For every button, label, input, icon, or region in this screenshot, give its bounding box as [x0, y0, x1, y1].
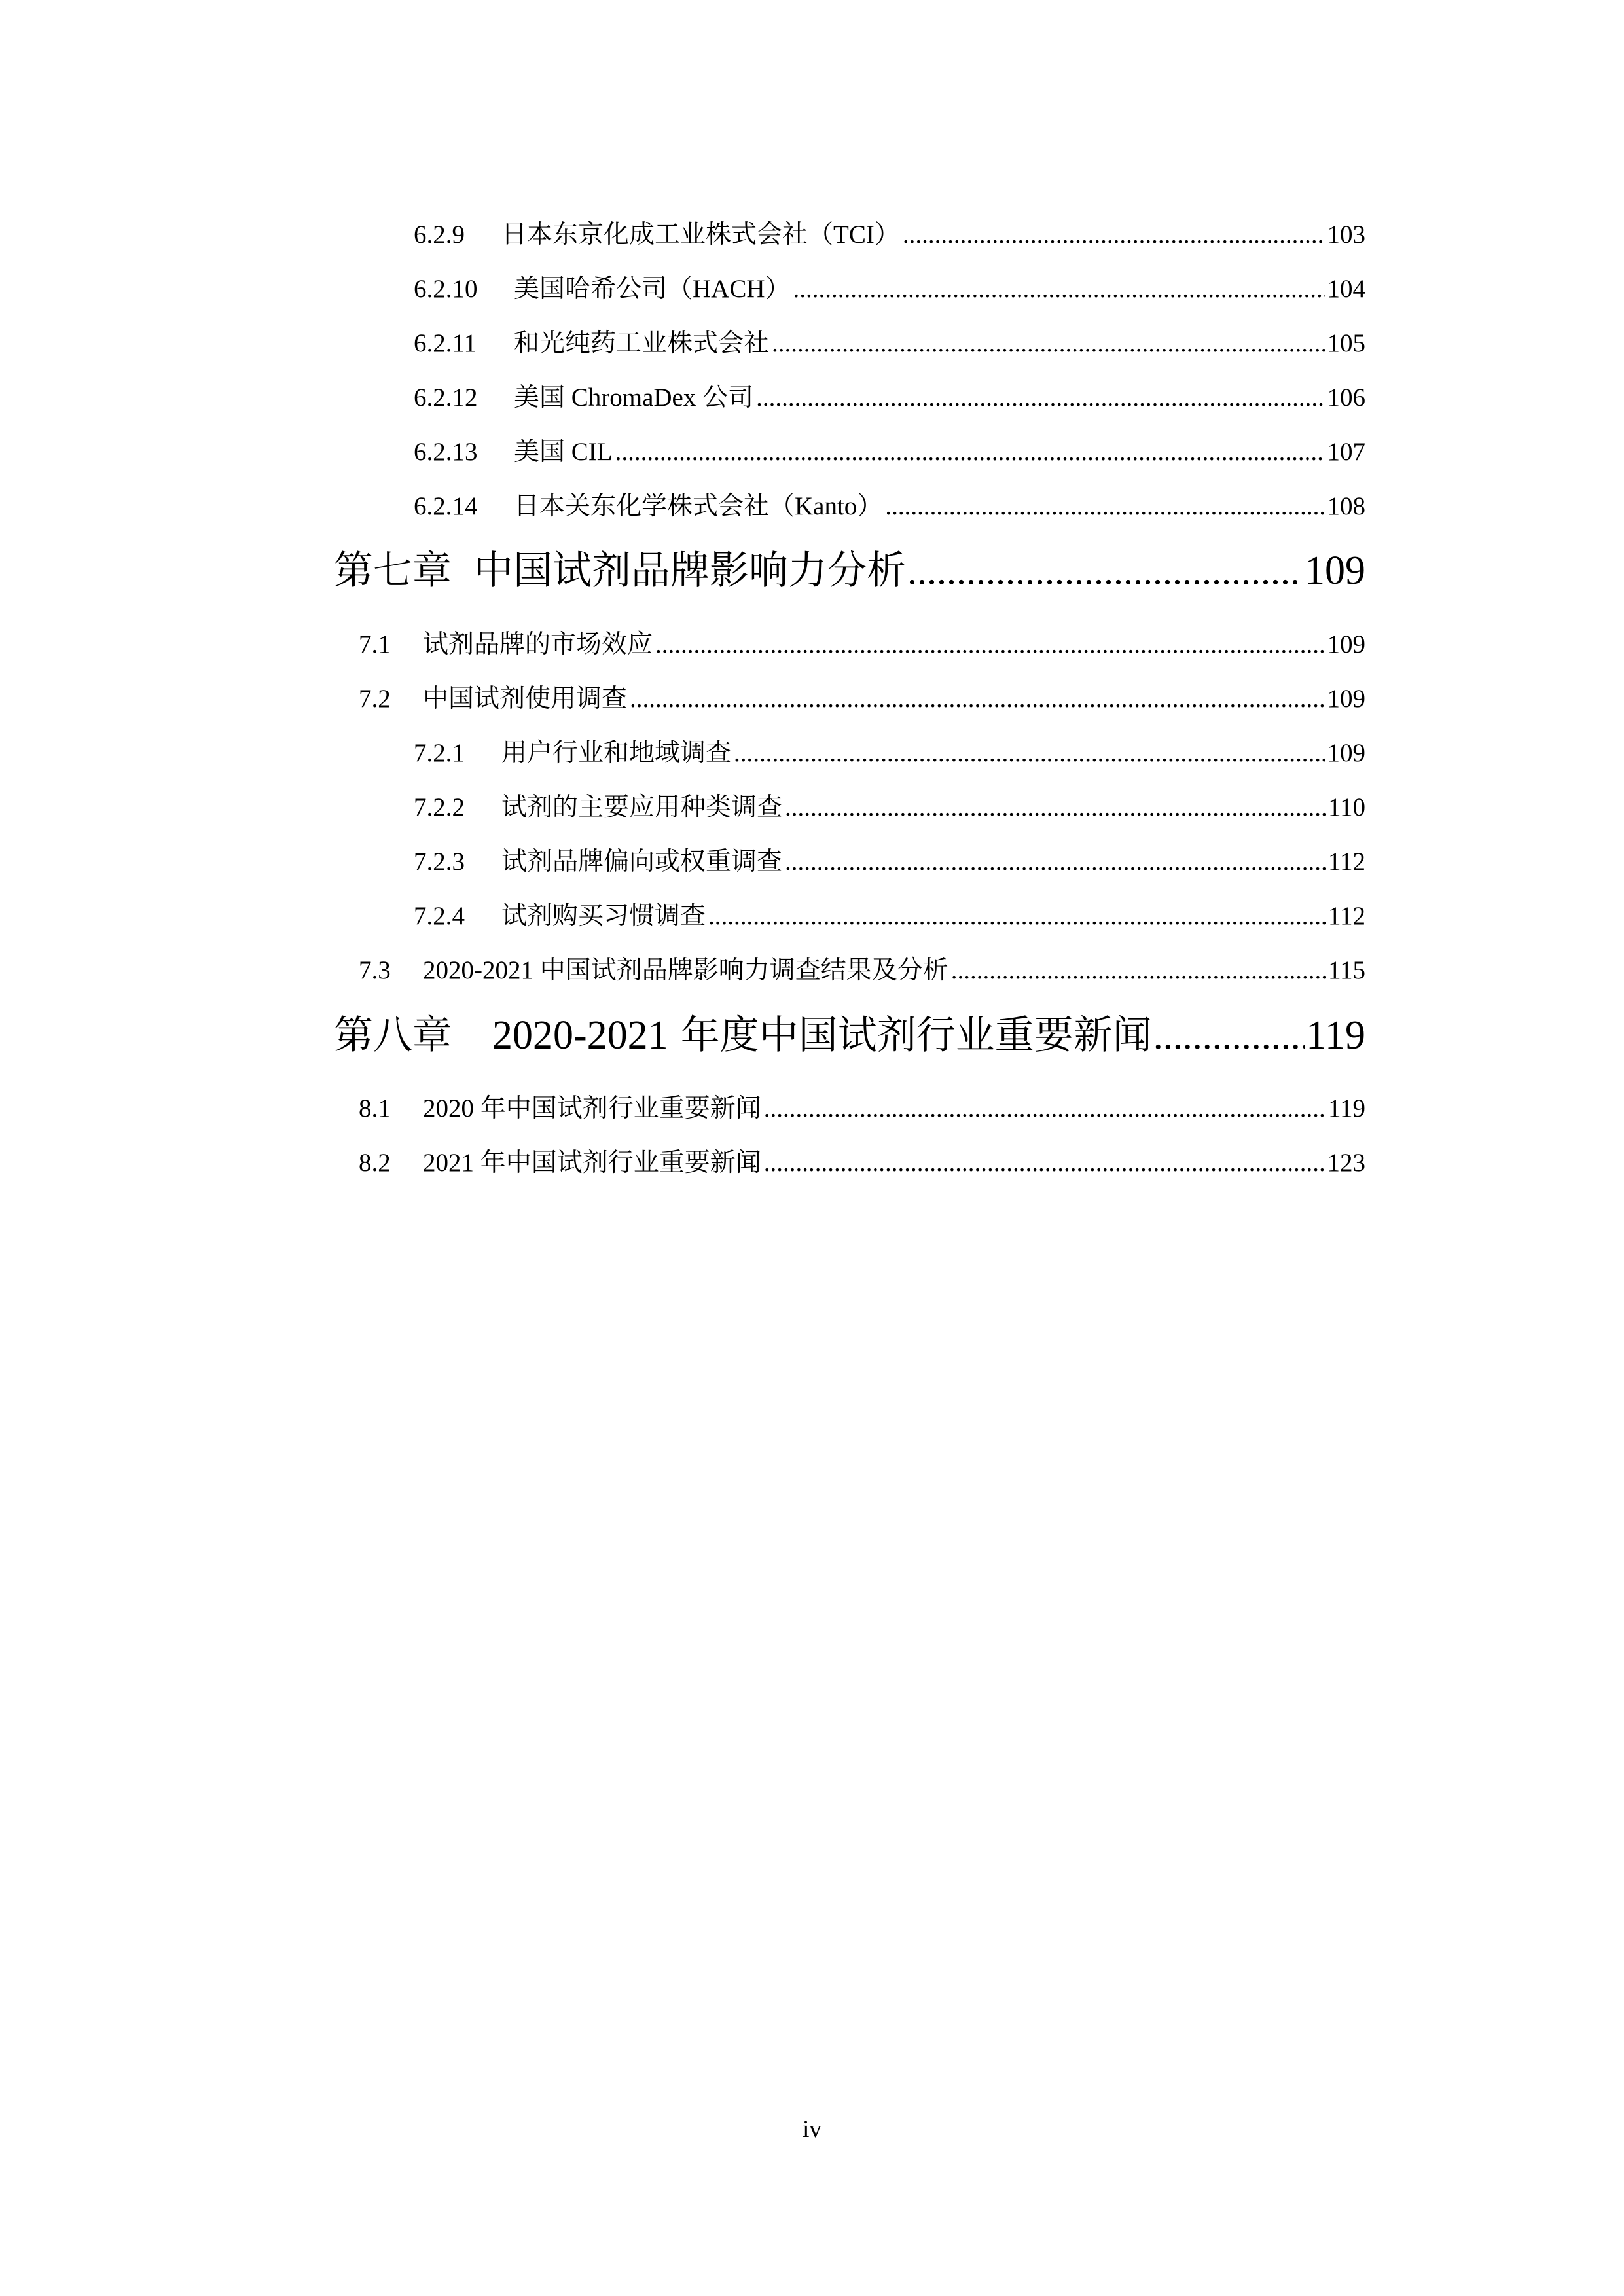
toc-entry-number: 6.2.13: [414, 438, 478, 466]
toc-entry-title: 用户行业和地域调查: [501, 739, 732, 767]
dot-leader: [772, 329, 1324, 358]
toc-entry-number: 6.2.14: [414, 492, 478, 520]
toc-chapter-7[interactable]: [334, 539, 1365, 592]
toc-chapter-title: 中国试剂品牌影响力分析: [474, 548, 906, 594]
toc-entry-title: 美国 CIL: [514, 438, 613, 466]
toc-entry-7-2-2[interactable]: [414, 787, 1365, 819]
toc-entry-title: 日本关东化学株式会社（Kanto）: [514, 492, 883, 520]
toc-chapter-page: 109: [1305, 548, 1365, 593]
toc-entry-title: 和光纯药工业株式会社: [514, 329, 770, 357]
dot-leader: [764, 1148, 1325, 1177]
toc-entry-number: 6.2.9: [414, 221, 465, 249]
toc-entry-title: 美国哈希公司（HACH）: [514, 275, 791, 303]
toc-entry-page: 109: [1327, 685, 1365, 713]
toc-entry-page: 123: [1327, 1149, 1365, 1177]
toc-entry-7-2-3[interactable]: [414, 841, 1365, 874]
toc-entry-page: 106: [1327, 384, 1365, 412]
toc-entry-6-2-12[interactable]: [414, 377, 1365, 410]
toc-entry-8-2[interactable]: [359, 1142, 1365, 1175]
toc-entry-page: 104: [1327, 275, 1365, 303]
toc-entry-6-2-14[interactable]: [414, 486, 1365, 518]
toc-entry-title: 2020-2021 中国试剂品牌影响力调查结果及分析: [423, 956, 948, 984]
dot-leader: [708, 901, 1326, 931]
toc-entry-title: 试剂品牌偏向或权重调查: [501, 848, 783, 876]
dot-leader: [630, 684, 1324, 713]
toc-entry-page: 119: [1327, 1094, 1365, 1122]
dot-leader: [785, 793, 1326, 822]
toc-entry-6-2-13[interactable]: [414, 431, 1365, 464]
dot-leader: [793, 274, 1325, 304]
toc-entry-number: 7.2.3: [414, 848, 465, 876]
dot-leader: [1153, 1013, 1305, 1058]
toc-chapter-number: 第七章: [334, 548, 452, 594]
toc-entry-number: 8.1: [359, 1094, 391, 1122]
toc-entry-page: 112: [1327, 902, 1365, 930]
toc-entry-number: 7.3: [359, 956, 391, 984]
toc-entry-page: 107: [1327, 438, 1365, 466]
toc-entry-title: 2021 年中国试剂行业重要新闻: [423, 1149, 761, 1177]
toc-entry-title: 试剂的主要应用种类调查: [501, 793, 783, 821]
toc-entry-7-2[interactable]: [359, 678, 1365, 711]
toc-entry-page: 115: [1327, 956, 1365, 984]
dot-leader: [785, 847, 1326, 876]
toc-entry-title: 中国试剂使用调查: [423, 685, 628, 713]
toc-entry-7-1[interactable]: [359, 624, 1365, 656]
toc-entry-page: 108: [1327, 492, 1365, 520]
toc-entry-7-2-1[interactable]: [414, 732, 1365, 765]
toc-entry-page: 110: [1327, 793, 1365, 821]
toc-entry-page: 109: [1327, 739, 1365, 767]
dot-leader: [756, 383, 1324, 412]
toc-entry-number: 7.2: [359, 685, 391, 713]
toc-entry-6-2-11[interactable]: [414, 323, 1365, 355]
toc-entry-number: 6.2.10: [414, 275, 478, 303]
dot-leader: [951, 956, 1326, 985]
toc-entry-number: 6.2.11: [414, 329, 477, 357]
toc-entry-number: 8.2: [359, 1149, 391, 1177]
dot-leader: [734, 738, 1324, 768]
toc-chapter-page: 119: [1306, 1013, 1365, 1058]
toc-entry-page: 103: [1327, 221, 1365, 249]
toc-entry-7-2-4[interactable]: [414, 895, 1365, 928]
toc-entry-page: 105: [1327, 329, 1365, 357]
dot-leader: [885, 492, 1324, 521]
toc-entry-6-2-9[interactable]: [414, 214, 1365, 247]
page-number-footer: iv: [803, 2116, 821, 2143]
toc-entry-title: 日本东京化成工业株式会社（TCI）: [501, 221, 900, 249]
toc-chapter-title-years: 2020-2021: [492, 1013, 668, 1058]
toc-chapter-title-text: 年度中国试剂行业重要新闻: [668, 1013, 1152, 1058]
toc-entry-title: 试剂购买习惯调查: [501, 902, 706, 930]
dot-leader: [907, 548, 1303, 594]
toc-entry-page: 109: [1327, 630, 1365, 658]
toc-entry-number: 7.1: [359, 630, 391, 658]
toc-entry-title: 美国 ChromaDex 公司: [514, 384, 754, 412]
toc-entry-page: 112: [1327, 848, 1365, 876]
dot-leader: [615, 437, 1325, 467]
dot-leader: [655, 630, 1324, 659]
toc-entry-number: 6.2.12: [414, 384, 478, 412]
toc-chapter-number: 第八章: [334, 1013, 452, 1058]
dot-leader: [903, 220, 1325, 249]
dot-leader: [764, 1094, 1326, 1123]
toc-chapter-title: [492, 1004, 1152, 1060]
toc-entry-title: 试剂品牌的市场效应: [423, 630, 653, 658]
toc-entry-number: 7.2.4: [414, 902, 465, 930]
toc-entry-title: 2020 年中国试剂行业重要新闻: [423, 1094, 761, 1122]
toc-entry-number: 7.2.2: [414, 793, 465, 821]
toc-entry-8-1[interactable]: [359, 1088, 1365, 1121]
toc-entry-number: 7.2.1: [414, 739, 465, 767]
toc-chapter-8[interactable]: [334, 1004, 1365, 1056]
toc-entry-7-3[interactable]: [359, 950, 1365, 982]
toc-entry-6-2-10[interactable]: [414, 268, 1365, 301]
